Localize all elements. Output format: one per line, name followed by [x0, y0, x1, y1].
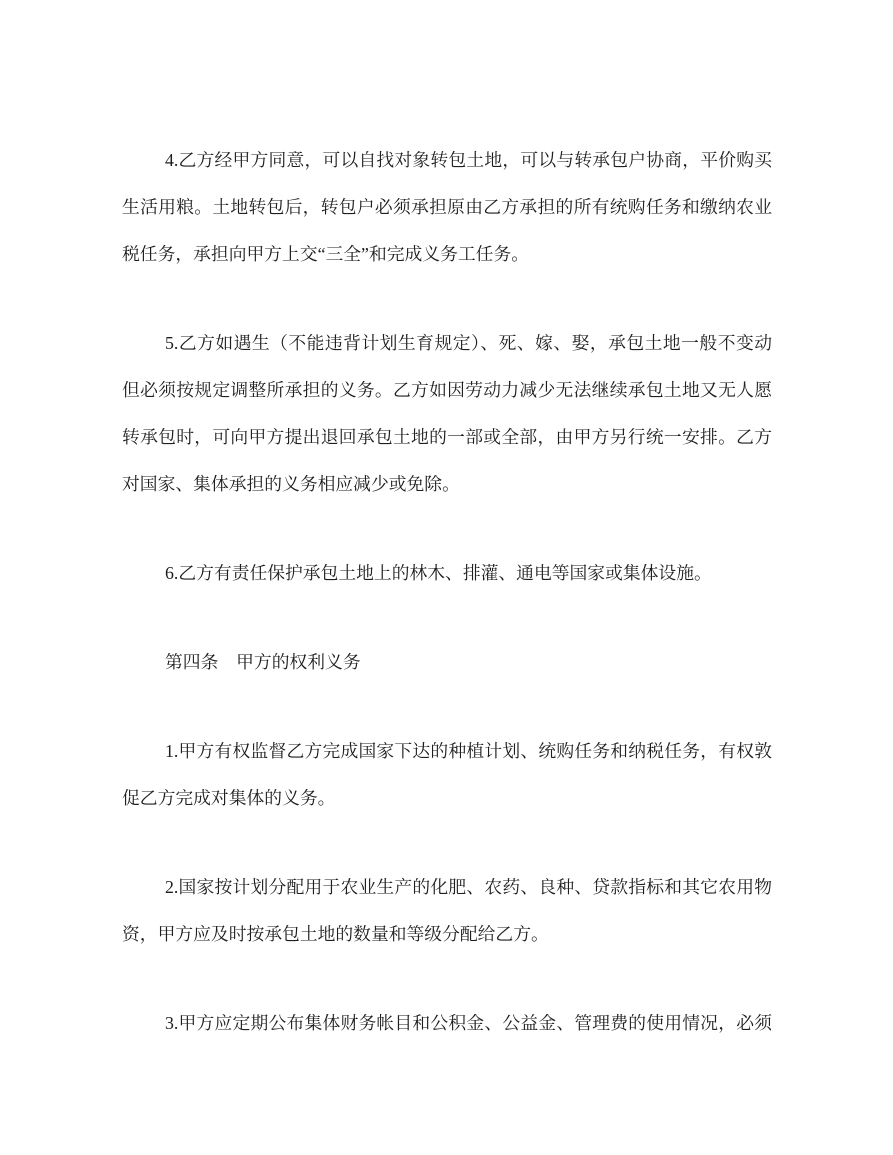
clause-paragraph: [122, 864, 772, 958]
text-line: 1.甲方有权监督乙方完成国家下达的种植计划、统购任务和纳税任务，有权敦: [165, 741, 772, 761]
text-line: 税任务，承担向甲方上交“三全”和完成义务工任务。: [122, 244, 529, 264]
text-line: 4.乙方经甲方同意，可以自找对象转包土地，可以与转承包户协商，平价购买: [165, 150, 772, 170]
clause-paragraph: [122, 728, 772, 822]
text-line: 资，甲方应及时按承包土地的数量和等级分配给乙方。: [122, 924, 549, 944]
text-line: 2.国家按计划分配用于农业生产的化肥、农药、良种、贷款指标和其它农用物: [165, 877, 772, 897]
text-line: 转承包时，可向甲方提出退回承包土地的一部或全部，由甲方另行统一安排。乙方: [122, 427, 772, 447]
clause-paragraph: [122, 137, 772, 278]
text-line: 生活用粮。土地转包后，转包户必须承担原由乙方承担的所有统购任务和缴纳农业: [122, 197, 772, 217]
text-line: 对国家、集体承担的义务相应减少或免除。: [122, 474, 460, 494]
heading-text: 第四条 甲方的权利义务: [165, 652, 361, 672]
clause-paragraph: [122, 1000, 772, 1047]
section-heading: [122, 639, 772, 686]
text-line: 但必须按规定调整所承担的义务。乙方如因劳动力减少无法继续承包土地又无人愿: [122, 380, 772, 400]
text-line: 5.乙方如遇生（不能违背计划生育规定）、死、嫁、娶，承包土地一般不变动: [165, 333, 772, 353]
document-body: [122, 137, 772, 1047]
text-line: 3.甲方应定期公布集体财务帐目和公积金、公益金、管理费的使用情况，必须: [165, 1013, 772, 1033]
text-line: 促乙方完成对集体的义务。: [122, 788, 336, 808]
clause-paragraph: [122, 320, 772, 508]
clause-paragraph: [122, 550, 772, 597]
text-line: 6.乙方有责任保护承包土地上的林木、排灌、通电等国家或集体设施。: [165, 563, 712, 583]
